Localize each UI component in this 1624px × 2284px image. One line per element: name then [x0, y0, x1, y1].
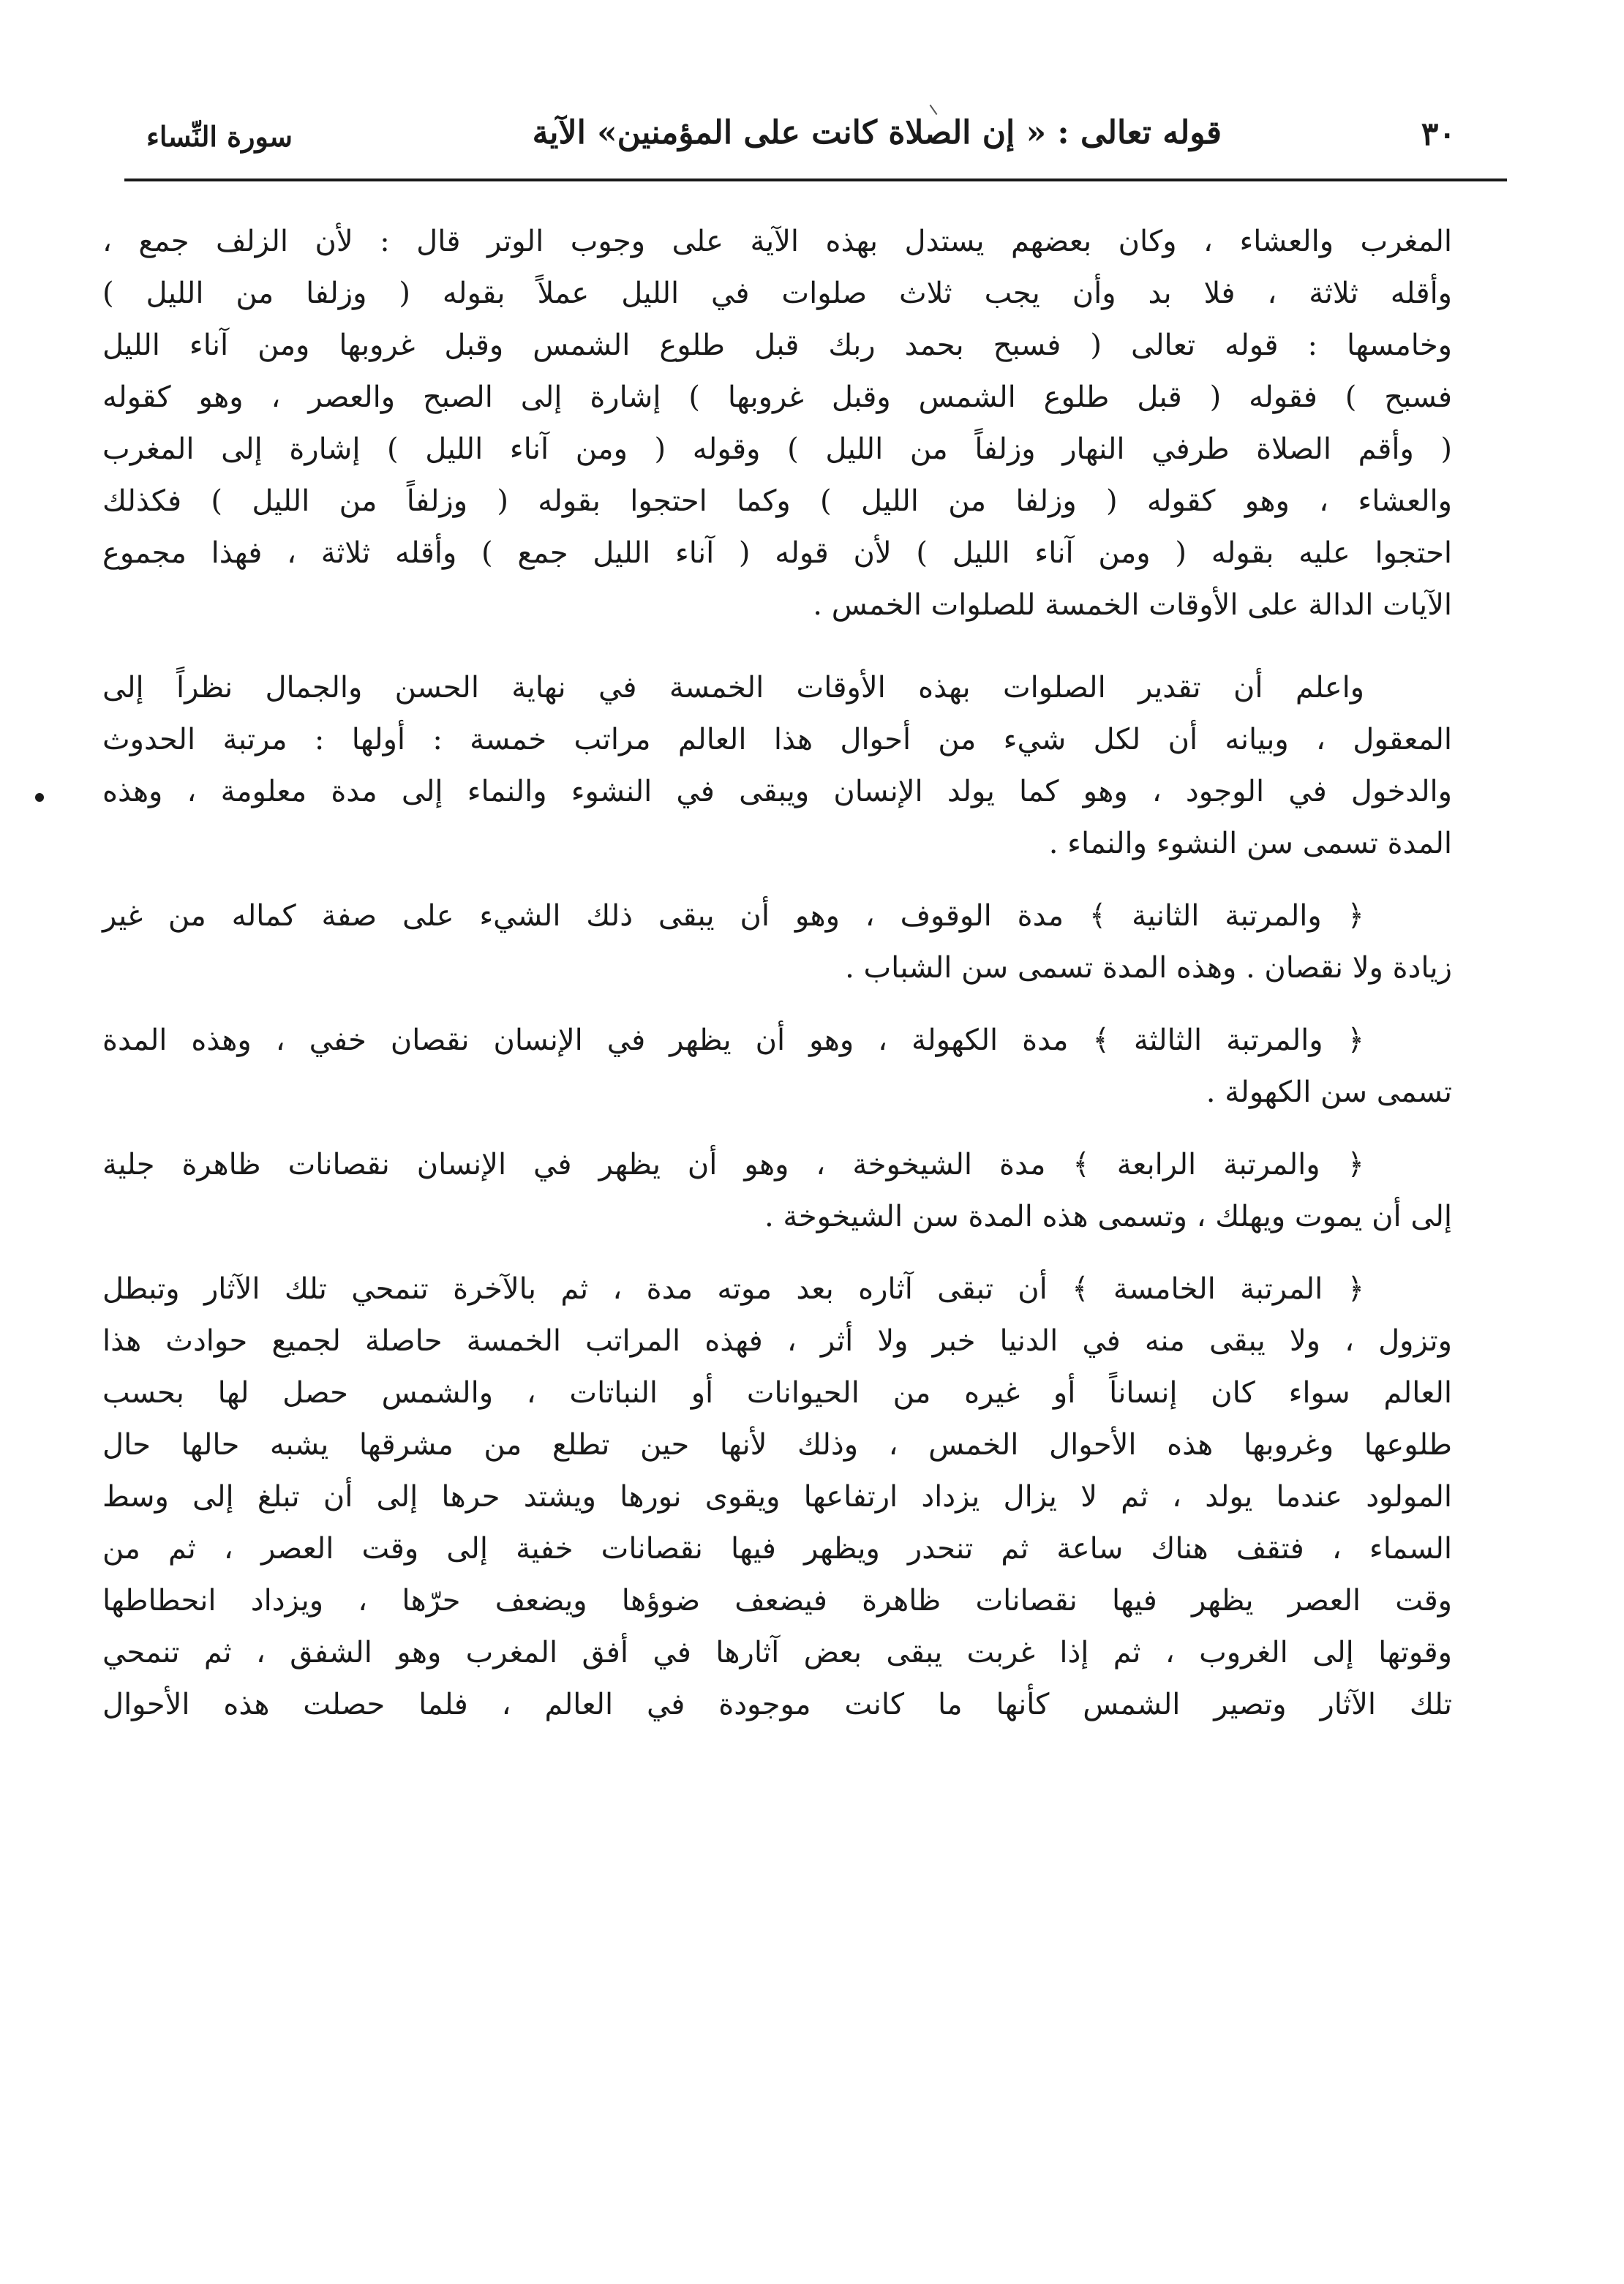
text-line: والدخول في الوجود ، وهو كما يولد الإنسان ويبقى في النشوء والنماء إلى مدة معلومة ، وهذه — [102, 775, 1452, 808]
text-line: تسمى سن الكهولة . — [1206, 1075, 1452, 1109]
page-number: ٣٠ — [1421, 116, 1456, 153]
text-line: وخامسها : قوله تعالى ( فسبح بحمد ربك قبل طلوع الشمس وقبل غروبها ومن آناء الليل — [102, 328, 1452, 362]
text-line: فسبح ) فقوله ( قبل طلوع الشمس وقبل غروبها ) إشارة إلى الصبح والعصر ، وهو كقوله — [102, 380, 1452, 414]
text-line: ( وأقم الصلاة طرفي النهار وزلفاً من الليل ) وقوله ( ومن آناء الليل ) إشارة إلى المغرب — [102, 432, 1453, 466]
paragraph-4 — [102, 1015, 1452, 1119]
text-line: ﴿ المرتبة الخامسة ﴾ أن تبقى آثاره بعد موته مدة ، ثم بالآخرة تنمحي تلك الآثار وتبطل — [102, 1272, 1364, 1306]
text-line: السماء ، فتقف هناك ساعة ثم تنحدر ويظهر فيها نقصانات خفية إلى وقت العصر ، ثم من — [102, 1532, 1452, 1566]
paragraph-5 — [102, 1139, 1452, 1243]
paragraph-6 — [102, 1263, 1452, 1731]
text-line: زيادة ولا نقصان . وهذه المدة تسمى سن الشباب . — [845, 951, 1452, 985]
text-line: ﴿ والمرتبة الرابعة ﴾ مدة الشيخوخة ، وهو أن يظهر في الإنسان نقصانات ظاهرة جلية — [102, 1148, 1364, 1182]
text-line: الآيات الدالة على الأوقات الخمسة للصلوات الخمس . — [813, 588, 1452, 622]
running-title: قوله تعالى : « إن الصلاة كانت على المؤمنين» الآية — [532, 114, 1222, 151]
text-line: طلوعها وغروبها هذه الأحوال الخمس ، وذلك لأنها حين تطلع من مشرقها يشبه حالها حال — [102, 1428, 1452, 1462]
text-line: تلك الآثار وتصير الشمس كأنها ما كانت موجودة في العالم ، فلما حصلت هذه الأحوال — [102, 1688, 1452, 1721]
text-line: وقت العصر يظهر فيها نقصانات ظاهرة فيضعف ضوؤها ويضعف حرّها ، ويزداد انحطاطها — [102, 1584, 1453, 1618]
text-line: إلى أن يموت ويهلك ، وتسمى هذه المدة سن الشيخوخة . — [764, 1200, 1452, 1233]
text-line: المعقول ، وبيانه أن لكل شيء من أحوال هذا العالم مراتب خمسة : أولها : مرتبة الحدوث — [102, 723, 1452, 756]
text-line: ﴿ والمرتبة الثانية ﴾ مدة الوقوف ، وهو أن يبقى ذلك الشيء على صفة كماله من غير — [102, 899, 1364, 933]
header-divider — [124, 179, 1507, 181]
body-text — [102, 216, 1452, 1751]
surah-name: سورة النِّساء — [146, 120, 293, 153]
text-line: احتجوا عليه بقوله ( ومن آناء الليل ) لأن قوله ( آناء الليل جمع ) وأقله ثلاثة ، فهذا مجموع — [102, 536, 1452, 570]
text-line: وتزول ، ولا يبقى منه في الدنيا خبر ولا أثر ، فهذه المراتب الخمسة حاصلة لجميع حوادث هذا — [102, 1324, 1452, 1358]
text-line: والعشاء ، وهو كقوله ( وزلفا من الليل ) وكما احتجوا بقوله ( وزلفاً من الليل ) فكذلك — [102, 484, 1452, 518]
paragraph-3 — [102, 890, 1452, 994]
paragraph-1 — [102, 216, 1452, 631]
page-header — [124, 110, 1485, 168]
margin-dot — [35, 793, 44, 802]
text-line: وأقله ثلاثة ، فلا بد وأن يجب ثلاث صلوات في الليل عملاً بقوله ( وزلفا من الليل ) — [102, 277, 1452, 310]
text-line: العالم سواء كان إنساناً أو غيره من الحيوانات أو النباتات ، والشمس حصل لها بحسب — [102, 1376, 1453, 1410]
text-line: واعلم أن تقدير الصلوات بهذه الأوقات الخمسة في نهاية الحسن والجمال نظراً إلى — [102, 671, 1364, 705]
text-line: وقوتها إلى الغروب ، ثم إذا غربت يبقى بعض آثارها في أفق المغرب وهو الشفق ، ثم تنمحي — [102, 1636, 1452, 1669]
text-line: ﴿ والمرتبة الثالثة ﴾ مدة الكهولة ، وهو أن يظهر في الإنسان نقصان خفي ، وهذه المدة — [102, 1023, 1364, 1057]
paragraph-2 — [102, 662, 1452, 870]
text-line: المغرب والعشاء ، وكان بعضهم يستدل بهذه الآية على وجوب الوتر قال : لأن الزلف جمع ، — [102, 225, 1452, 258]
text-line: المولود عندما يولد ، ثم لا يزال يزداد ارتفاعها ويقوى نورها ويشتد حرها إلى أن تبلغ إلى وسط — [102, 1480, 1452, 1514]
text-line: المدة تسمى سن النشوء والنماء . — [1048, 827, 1452, 860]
